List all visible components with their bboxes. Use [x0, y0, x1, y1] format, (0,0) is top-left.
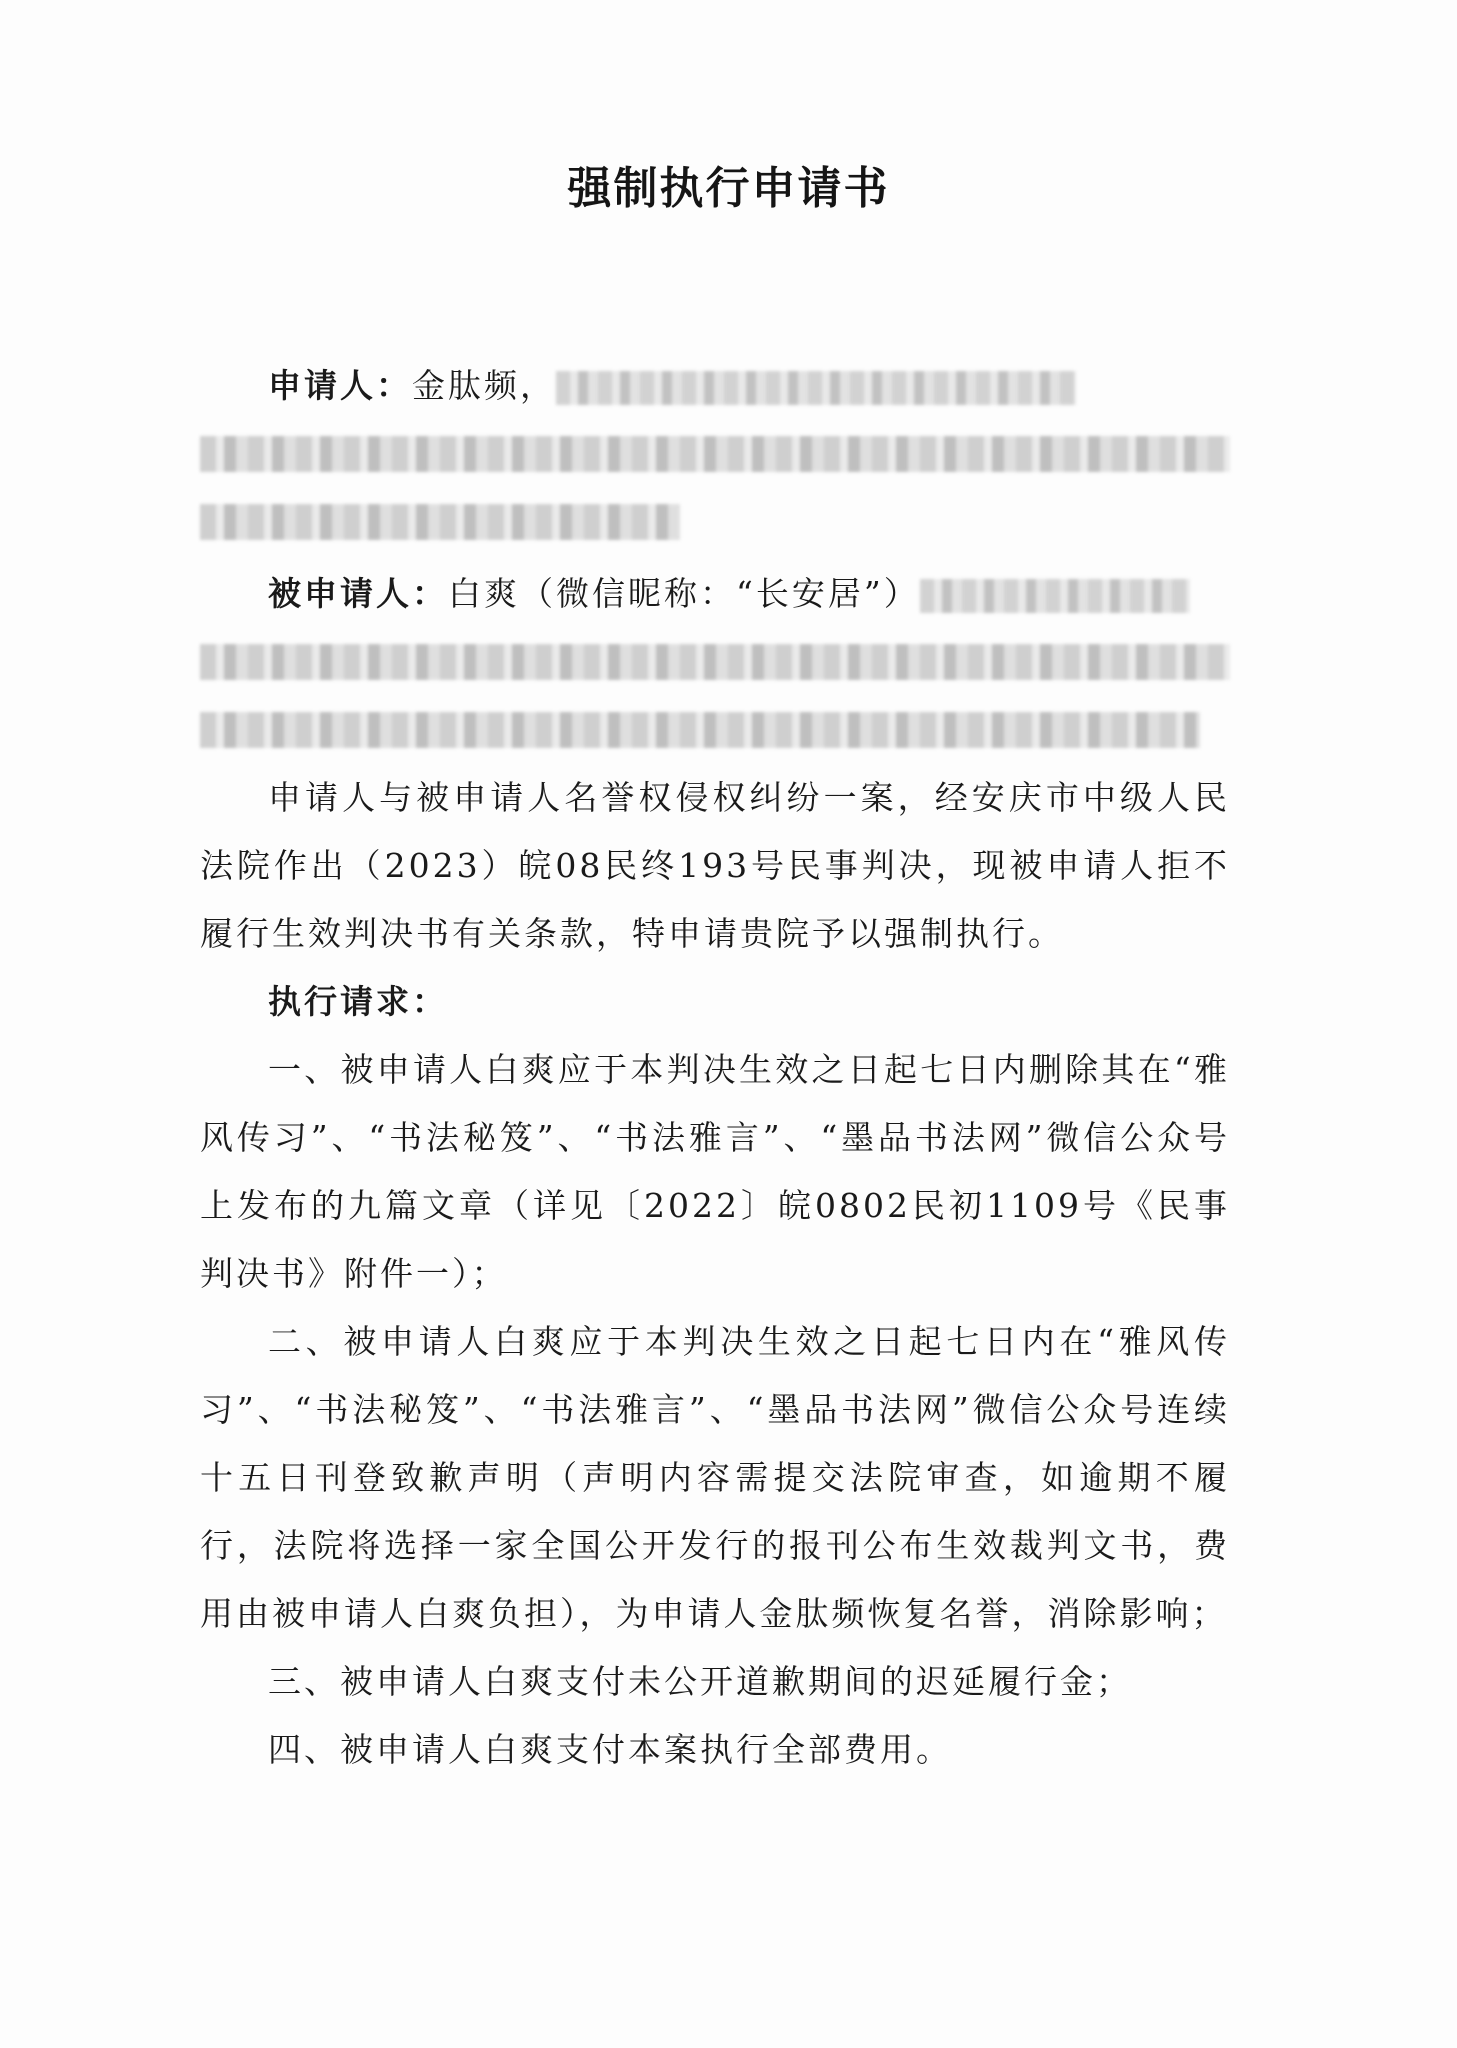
applicant-name: 金肽频，: [412, 366, 556, 405]
redacted-line: [200, 628, 1230, 696]
document-body: [200, 352, 1230, 1784]
respondent-label: 被申请人：: [268, 574, 448, 613]
redacted-line: [200, 488, 1230, 556]
intro-paragraph: 申请人与被申请人名誉权侵权纠纷一案，经安庆市中级人民法院作出（2023）皖08民终193号民事判决，现被申请人拒不履行生效判决书有关条款，特申请贵院予以强制执行。: [200, 778, 1230, 953]
redacted-line: [200, 420, 1230, 488]
requests-heading: 执行请求：: [268, 982, 448, 1021]
redacted-block: [200, 712, 1200, 748]
redacted-block: [200, 644, 1230, 680]
redacted-line: [200, 696, 1230, 764]
redacted-applicant-details: [556, 371, 1076, 405]
redacted-respondent-details: [920, 579, 1190, 613]
applicant-paragraph: [200, 352, 1230, 420]
request-item-2: 二、被申请人白爽应于本判决生效之日起七日内在“雅风传习”、“书法秘笈”、“书法雅言”、“墨品书法网”微信公众号连续十五日刊登致歉声明（声明内容需提交法院审查，如逾期不履行，法院将选择一家全国公开发行的报刊公布生效裁判文书，费用由被申请人白爽负担），为申请人金肽频恢复名誉，消除影响；: [200, 1322, 1230, 1633]
respondent-name: 白爽（微信昵称：“长安居”）: [448, 574, 920, 613]
redacted-block: [200, 436, 1230, 472]
request-item-1: 一、被申请人白爽应于本判决生效之日起七日内删除其在“雅风传习”、“书法秘笈”、“书法雅言”、“墨品书法网”微信公众号上发布的九篇文章（详见〔2022〕皖0802民初1109号《民事判决书》附件一）；: [200, 1050, 1230, 1293]
request-item-3: 三、被申请人白爽支付未公开道歉期间的迟延履行金；: [268, 1662, 1132, 1701]
respondent-paragraph: [200, 560, 1230, 628]
request-item-4: 四、被申请人白爽支付本案执行全部费用。: [268, 1730, 952, 1769]
redacted-block: [200, 504, 680, 540]
document-title: 强制执行申请书: [567, 163, 890, 214]
applicant-label: 申请人：: [268, 366, 412, 405]
